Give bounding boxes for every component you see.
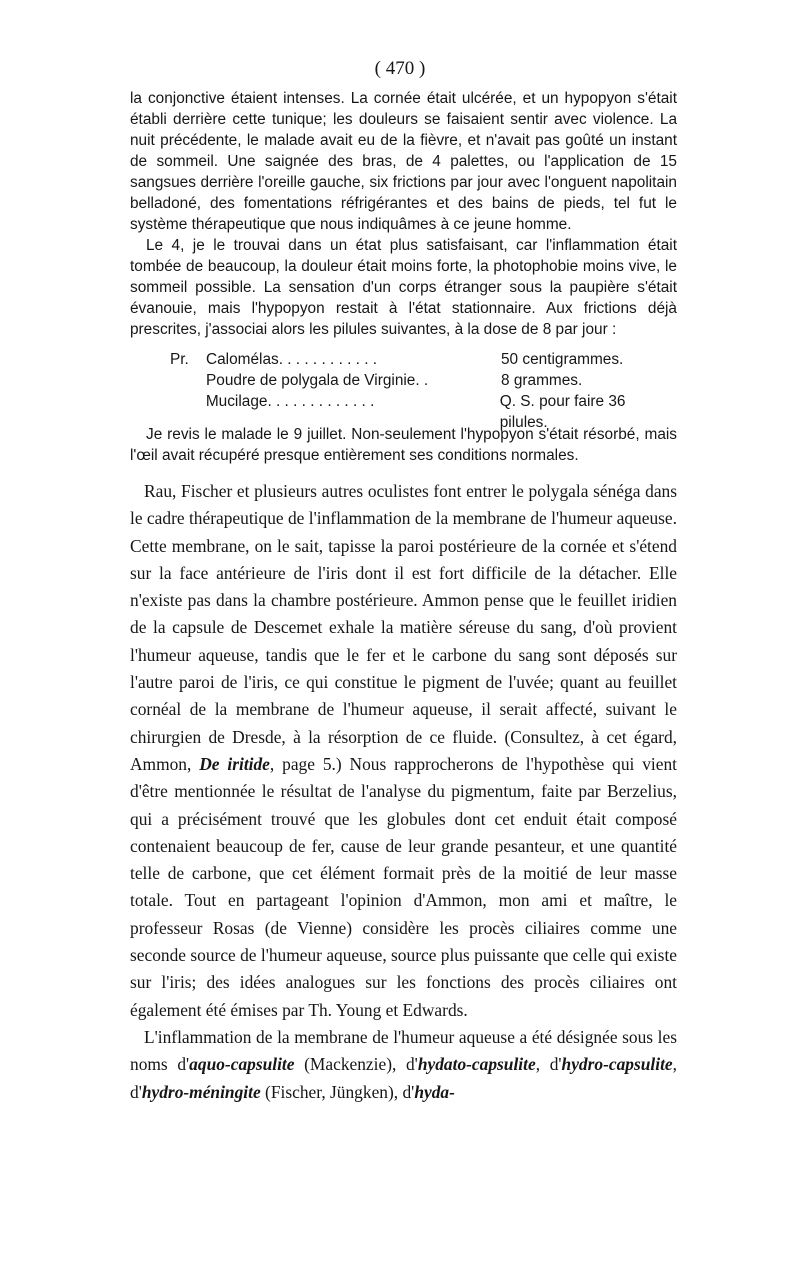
page-number: ( 470 ) (374, 58, 426, 79)
prescription-row (170, 391, 677, 431)
main-text (130, 478, 677, 1106)
italic-term: hydro-capsulite (561, 1054, 673, 1075)
main-paragraph-1: Rau, Fischer et plusieurs autres oculistes font entrer le polygala sénéga dans le cadre thérapeutique de l'inflammation de la membrane de l'humeur aqueuse. Cette membrane, on le sait, tapisse la paroi postérieure de la cornée et s'étend sur la face antérieure de l'iris dont il est fort difficile de la détacher. Elle n'existe pas dans la chambre postérieure. Ammon pense que le feuillet iridien de la capsule de Descemet exhale la matière séreuse du sang, d'où provient l'humeur aqueuse, tandis que le fer et le carbone du sang sont déposés sur l'autre paroi de l'iris, ce qui constitue le pigment de l'uvée; quant au feuillet cornéal de la membrane de l'humeur aqueuse, il serait affecté, suivant le chirurgien de Dresde, à la résorption de ce fluide. (Consultez, à cet égard, Ammon, De iritide, page 5.) Nous rapprocherons de l'hypothèse qui vient d'être mentionnée le résultat de l'analyse du pigmentum, faite par Berzelius, qui a précisément trouvé que les globules dont cet enduit était composé contenaient beaucoup de fer, cause de leur grande pesanteur, et une quantité telle de carbone, que cet élément formait près de la moitié de leur masse totale. Tout en partageant l'opinion d'Ammon, mon ami et maître, le professeur Rosas (de Vienne) considère les procès ciliaires comme une seconde source de l'humeur aqueuse, source plus puissante que celle qui existe sur l'iris; des idées analogues sur les fonctions des procès ciliaires ont également été émises par Th. Young et Edwards. (130, 481, 677, 1020)
italic-term: hyda- (414, 1081, 455, 1102)
italic-term: hydro-méningite (141, 1081, 261, 1102)
ingredient-name: Poudre de polygala de Virginie. . (206, 372, 429, 389)
ingredient-name: Calomélas. . . . . . . . . . . . (206, 351, 378, 368)
ingredient-amount: 8 grammes. (501, 372, 583, 389)
italic-title: De iritide (199, 753, 270, 774)
prescription-row (170, 349, 677, 370)
ingredient-amount: 50 centigrammes. (501, 351, 624, 368)
case-paragraph-2: Le 4, je le trouvai dans un état plus satisfaisant, car l'inflammation était tombée de beaucoup, la douleur était moins forte, la photophobie moins vive, le sommeil possible. La sensation d'un corps étranger sous la paupière s'était évanouie, mais l'hypopyon restait à l'état stationnaire. Aux frictions déjà prescrites, j'associai alors les pilules suivantes, à la dose de 8 par jour : (130, 237, 677, 338)
ingredient-amount: Q. S. pour faire 36 pilules. (499, 393, 626, 431)
italic-term: aquo-capsulite (189, 1054, 295, 1075)
italic-term: hydato-capsulite (417, 1054, 536, 1075)
ingredient-name: Mucilage. . . . . . . . . . . . . (205, 393, 375, 410)
prescription (170, 349, 677, 431)
prescription-row (170, 370, 677, 391)
prescription-label: Pr. (170, 351, 189, 368)
case-report (130, 88, 677, 466)
case-paragraph-1: la conjonctive étaient intenses. La cornée était ulcérée, et un hypopyon s'était établi derrière cette tunique; les douleurs se faisaient sentir avec violence. La nuit précédente, le malade avait eu de la fièvre, et n'avait pas goûté un instant de sommeil. Une saignée des bras, de 4 palettes, ou l'application de 15 sangsues derrière l'oreille gauche, six frictions par jour avec l'onguent napolitain belladoné, des fomentations réfrigérantes et des bains de pieds, tel fut le système thérapeutique que nous indiquâmes à ce jeune homme. (130, 90, 677, 233)
case-paragraph-3: Je revis le malade le 9 juillet. Non-seulement l'hypopyon s'était résorbé, mais l'œil avait récupéré presque entièrement ses conditions normales. (130, 426, 677, 464)
main-paragraph-2: L'inflammation de la membrane de l'humeur aqueuse a été désignée sous les noms d'aquo-capsulite (Mackenzie), d'hydato-capsulite, d'hydro-capsulite, d'hydro-méningite (Fischer, Jüngken), d'hyda- (130, 1026, 677, 1102)
